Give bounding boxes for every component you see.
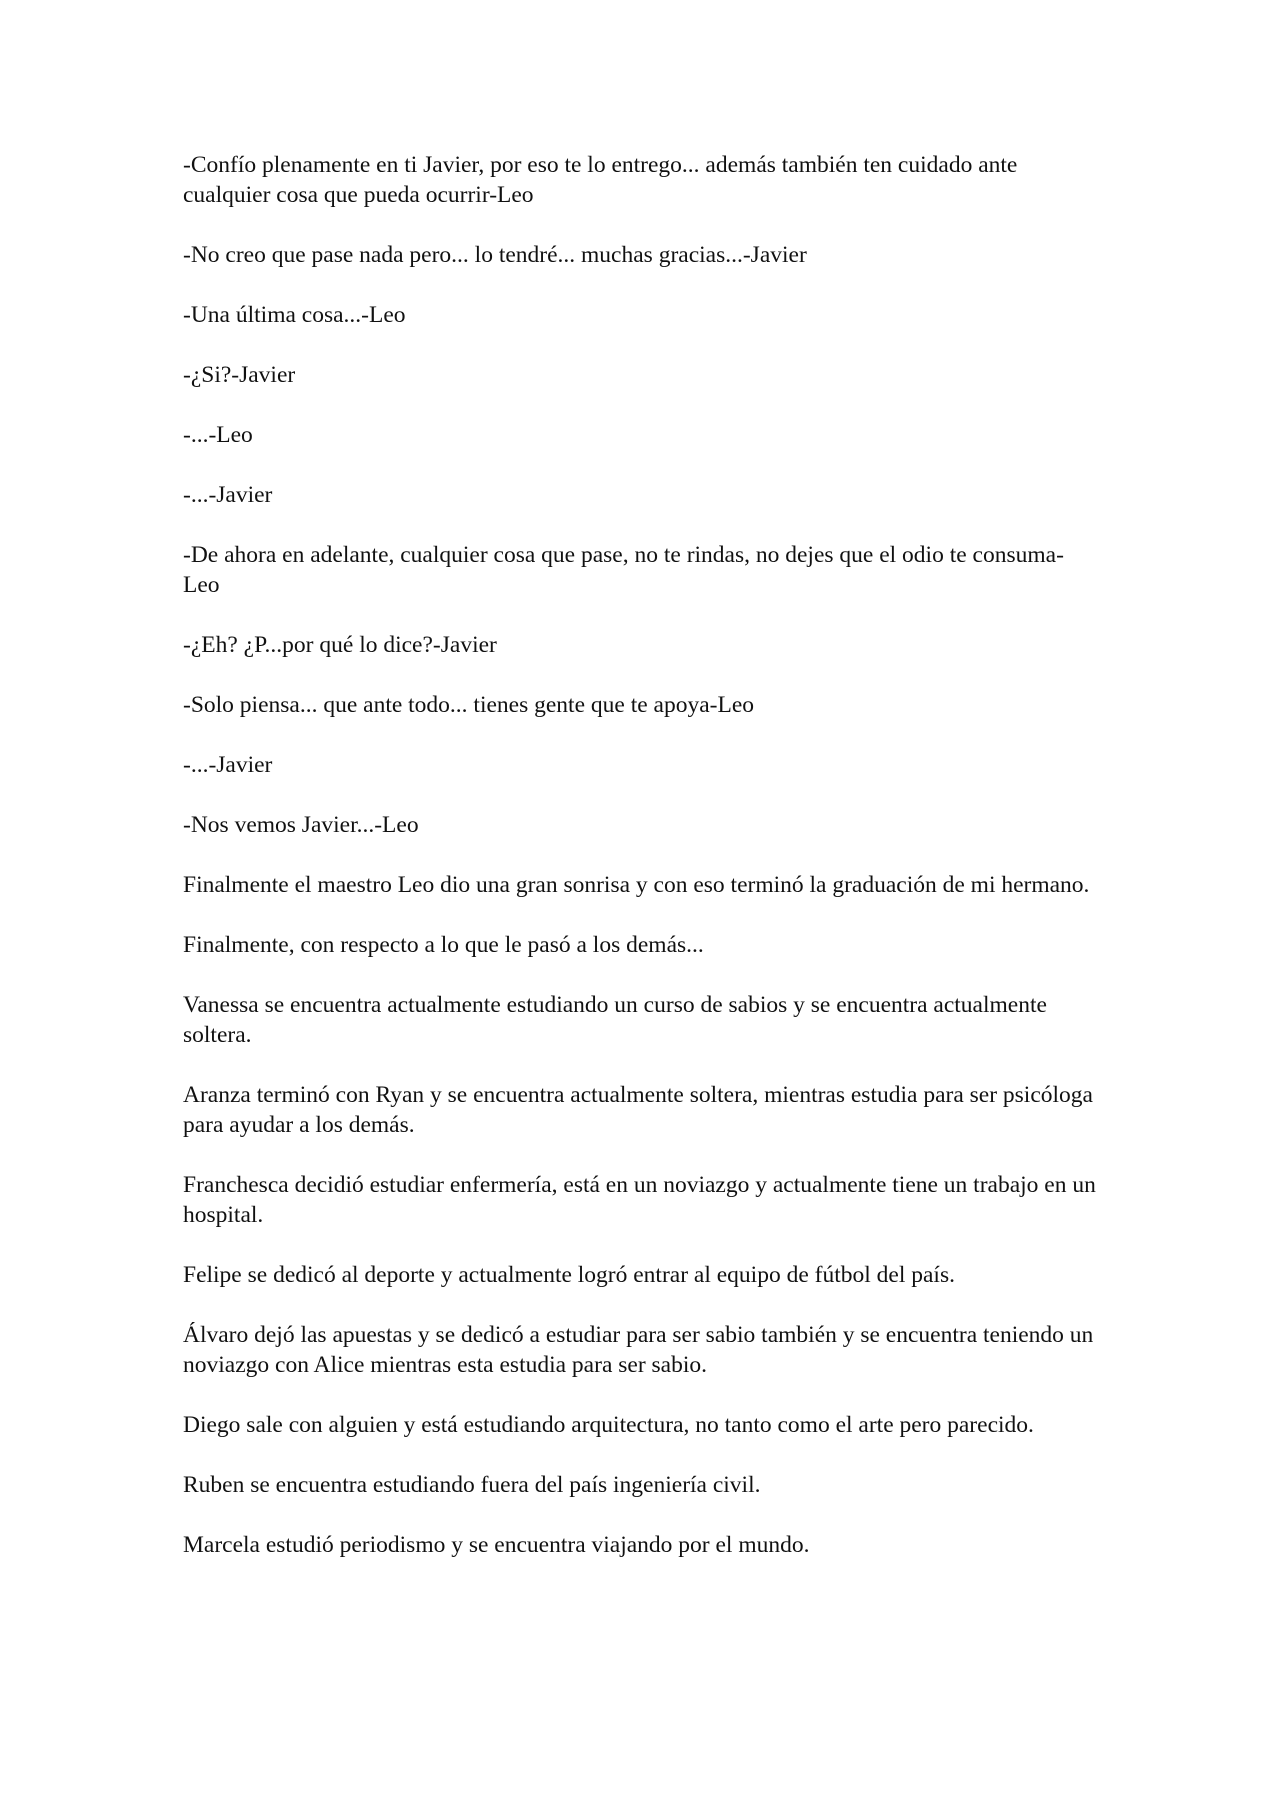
paragraph-4: -¿Si?-Javier: [183, 362, 296, 388]
paragraph-2: -No creo que pase nada pero... lo tendré... muchas gracias...-Javier: [183, 242, 807, 268]
paragraph-18: Álvaro dejó las apuestas y se dedicó a estudiar para ser sabio también y se encuentra teniendo un noviazgo con Alice mientras esta estudia para ser sabio.: [183, 1322, 1094, 1378]
paragraph-8: -¿Eh? ¿P...por qué lo dice?-Javier: [183, 632, 497, 658]
paragraph-14: Vanessa se encuentra actualmente estudiando un curso de sabios y se encuentra actualmente soltera.: [183, 992, 1047, 1048]
paragraph-19: Diego sale con alguien y está estudiando arquitectura, no tanto como el arte pero parecido.: [183, 1412, 1034, 1438]
paragraph-21: Marcela estudió periodismo y se encuentra viajando por el mundo.: [183, 1532, 810, 1558]
paragraph-10: -...-Javier: [183, 752, 273, 778]
document-body: [183, 150, 1098, 1590]
paragraph-16: Franchesca decidió estudiar enfermería, está en un noviazgo y actualmente tiene un trabajo en un hospital.: [183, 1172, 1096, 1228]
paragraph-3: -Una última cosa...-Leo: [183, 302, 406, 328]
paragraph-1: -Confío plenamente en ti Javier, por eso te lo entrego... además también ten cuidado ante cualquier cosa que pueda ocurrir-Leo: [183, 152, 1018, 208]
paragraph-13: Finalmente, con respecto a lo que le pasó a los demás...: [183, 932, 704, 958]
paragraph-20: Ruben se encuentra estudiando fuera del país ingeniería civil.: [183, 1472, 761, 1498]
paragraph-6: -...-Javier: [183, 482, 273, 508]
paragraph-9: -Solo piensa... que ante todo... tienes gente que te apoya-Leo: [183, 692, 754, 718]
paragraph-11: -Nos vemos Javier...-Leo: [183, 812, 419, 838]
paragraph-17: Felipe se dedicó al deporte y actualmente logró entrar al equipo de fútbol del país.: [183, 1262, 955, 1288]
paragraph-12: Finalmente el maestro Leo dio una gran sonrisa y con eso terminó la graduación de mi hermano.: [183, 872, 1090, 898]
paragraph-15: Aranza terminó con Ryan y se encuentra actualmente soltera, mientras estudia para ser psicóloga para ayudar a los demás.: [183, 1082, 1093, 1138]
paragraph-5: -...-Leo: [183, 422, 253, 448]
paragraph-7: -De ahora en adelante, cualquier cosa que pase, no te rindas, no dejes que el odio te consuma-Leo: [183, 542, 1064, 598]
